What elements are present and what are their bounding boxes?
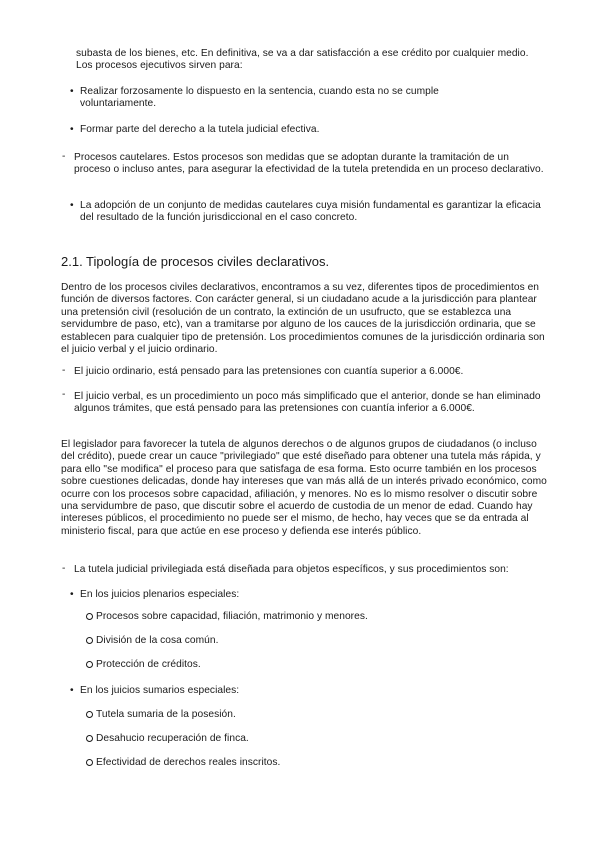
list-item: Tutela sumaria de la posesión.: [96, 709, 236, 720]
bullet-circle-icon: [86, 711, 93, 718]
section-heading: 2.1. Tipología de procesos civiles declarativos.: [61, 254, 330, 269]
list-item-cautelares: Procesos cautelares. Estos procesos son medidas que se adoptan durante la tramitación de un proceso o incluso antes, para asegurar la efectividad de la tutela pretendida en un proceso declarativo.: [74, 152, 544, 176]
bullet-dash-icon: -: [62, 151, 66, 162]
list-item: Efectividad de derechos reales inscritos.: [96, 757, 281, 768]
sublist-label: En los juicios sumarios especiales:: [80, 685, 240, 696]
paragraph: Dentro de los procesos civiles declarativos, encontramos a su vez, diferentes tipos de procedimientos en función de diversos factores. Con carácter general, si un ciudadano acude a la jurisdicción para plantear una pretensión civil (resolución de un contrato, la extinción de un usufructo, que se establezca una servidumbre de paso, etc), van a tramitarse por alguno de los cauces de la jurisdicción ordinaria, que se establecen para cualquier tipo de pretensión. Los procedimientos comunes de la jurisdicción ordinaria son el juicio verbal y el juicio ordinario.: [61, 282, 545, 356]
list-item: La adopción de un conjunto de medidas cautelares cuya misión fundamental es garantizar la eficacia del resultado de la función jurisdiccional en el caso concreto.: [80, 200, 541, 224]
list-item: Procesos sobre capacidad, filiación, matrimonio y menores.: [96, 611, 368, 622]
bullet-circle-icon: [86, 759, 93, 766]
list-item: Realizar forzosamente lo dispuesto en la sentencia, cuando esta no se cumple voluntariamente.: [80, 86, 439, 110]
bullet-dot-icon: •: [70, 200, 74, 211]
list-item: División de la cosa común.: [96, 635, 219, 646]
sublist-label: En los juicios plenarios especiales:: [80, 589, 240, 600]
list-item: Protección de créditos.: [96, 659, 201, 670]
bullet-circle-icon: [86, 613, 93, 620]
list-item: Formar parte del derecho a la tutela judicial efectiva.: [80, 124, 320, 135]
bullet-circle-icon: [86, 735, 93, 742]
bullet-dash-icon: -: [62, 389, 66, 400]
list-item: El juicio verbal, es un procedimiento un poco más simplificado que el anterior, donde se han eliminado algunos trámites, que está pensado para las pretensiones con cuantía inferior a 6.000€.: [74, 391, 541, 415]
bullet-dot-icon: •: [70, 86, 74, 97]
bullet-circle-icon: [86, 661, 93, 668]
bullet-dash-icon: -: [62, 365, 66, 376]
intro-continuation: subasta de los bienes, etc. En definitiva, se va a dar satisfacción a ese crédito por cualquier medio. Los procesos ejecutivos sirven para:: [76, 48, 529, 72]
bullet-dot-icon: •: [70, 124, 74, 135]
bullet-dash-icon: -: [62, 563, 66, 574]
list-item: El juicio ordinario, está pensado para las pretensiones con cuantía superior a 6.000€.: [74, 366, 464, 377]
list-item: La tutela judicial privilegiada está diseñada para objetos específicos, y sus procedimientos son:: [74, 564, 509, 575]
bullet-circle-icon: [86, 637, 93, 644]
paragraph: El legislador para favorecer la tutela de algunos derechos o de algunos grupos de ciudadanos (o incluso del crédito), puede crear un cauce "privilegiado" que esté diseñado para obtener una tutela más rápida, y para ello "se modifica" el proceso para que satisfaga de esa forma. Esto ocurre también en los procesos sobre cuestiones delicadas, donde hay intereses que van más allá de un interés privado económico, como ocurre con los procesos sobre capacidad, afiliación, y menores. No es lo mismo resolver o discutir sobre una servidumbre de paso, que discutir sobre el acuerdo de custodia de un menor de edad. Cuando hay intereses públicos, el procedimiento no puede ser el mismo, de hecho, hay veces que se da entrada al ministerio fiscal, para que actúe en ese proceso y defienda ese interés público.: [61, 439, 547, 537]
bullet-dot-icon: •: [70, 685, 74, 696]
bullet-dot-icon: •: [70, 589, 74, 600]
list-item: Desahucio recuperación de finca.: [96, 733, 249, 744]
